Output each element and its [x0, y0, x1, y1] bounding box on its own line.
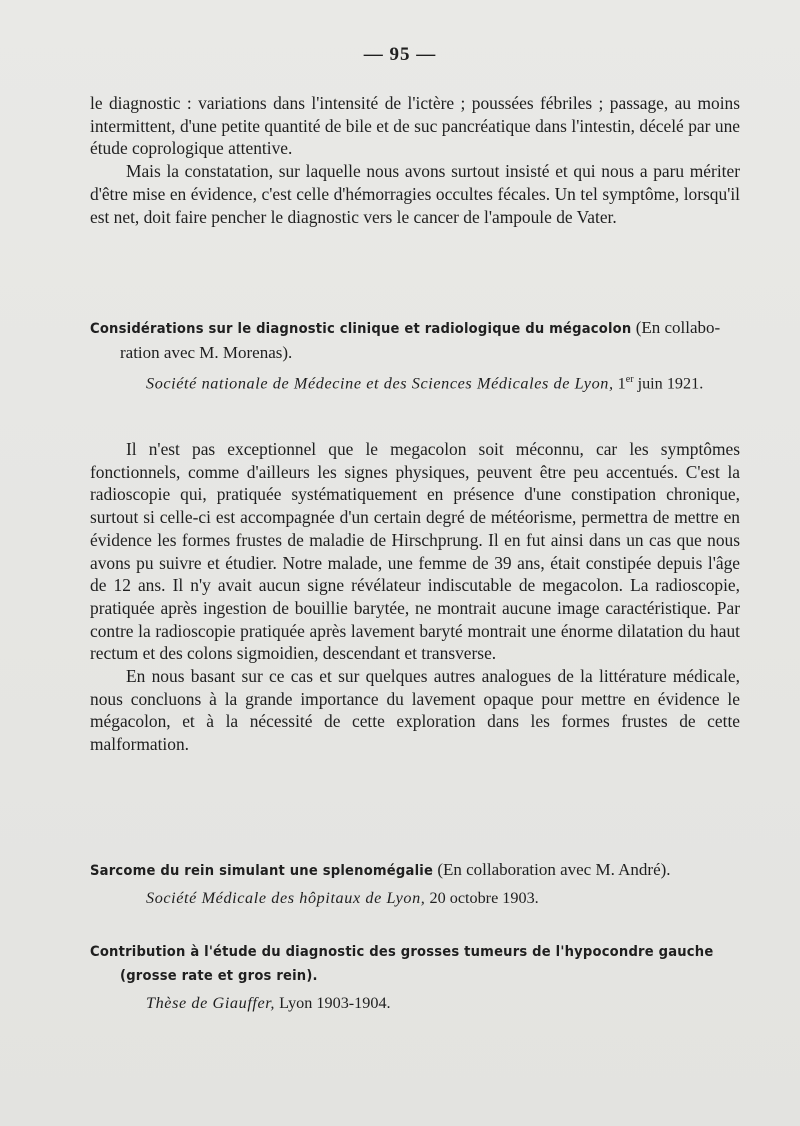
paragraph: le diagnostic : variations dans l'intensité de l'ictère ; poussées fébriles ; passage, au moins intermittent, d'une petite quantité de bile et de suc pancréatique dans l'intestin, décelé par une étude coprologique attentive. — [90, 93, 740, 159]
entry-title: Contribution à l'étude du diagnostic des grosses tumeurs de l'hypocondre gauche — [90, 943, 714, 960]
entry-collaboration-cont: ration avec M. Morenas). — [120, 343, 293, 362]
entry-title: Sarcome du rein simulant une splenomégalie — [90, 862, 434, 879]
entry-collaboration: (En collabo- — [635, 318, 721, 337]
entry-source — [90, 369, 740, 394]
entry-collaboration: (En collaboration avec M. André). — [437, 860, 671, 879]
source-day: 1 — [617, 374, 626, 393]
abstract-section — [90, 438, 740, 756]
entry-title-cont: (grosse rate et gros rein). — [120, 967, 318, 984]
source-date: 20 octobre 1903. — [429, 889, 539, 907]
source-date: juin 1921. — [637, 374, 704, 393]
bibliography-entry-contribution — [90, 940, 740, 1014]
page-number: — 95 — — [363, 44, 437, 65]
source-thesis: Thèse de Giauffer, — [146, 994, 276, 1012]
entry-source — [90, 992, 740, 1014]
source-date: Lyon 1903-1904. — [279, 994, 391, 1012]
entry-title: Considérations sur le diagnostic clinique et radiologique du mégacolon — [90, 320, 632, 337]
paragraph: En nous basant sur ce cas et sur quelques autres analogues de la littérature médicale, nous concluons à la grande importance du lavement opaque pour mettre en évidence le mégacolon, et à la nécessité de cette exploration dans les formes frustes de cette malformation. — [90, 666, 740, 755]
bibliography-entry-sarcome — [90, 858, 740, 909]
intro-section — [90, 92, 740, 228]
source-journal: Société Médicale des hôpitaux de Lyon, — [146, 889, 426, 907]
paragraph: Il n'est pas exceptionnel que le megacolon soit méconnu, car les symptômes fonctionnels, comme d'ailleurs les signes physiques, peuvent être peu accentués. C'est la radioscopie qui, pratiquée systématiquement en présence d'une constipation chronique, surtout si celle-ci est accompagnée d'un certain degré de météorisme, permettra de mettre en évidence les formes frustes de maladie de Hirschprung. Il en fut ainsi dans un cas que nous avons pu suivre et étudier. Notre malade, une femme de 39 ans, était constipée depuis l'âge de 12 ans. Il n'y avait aucun signe révélateur indiscutable de megacolon. La radioscopie, pratiquée après ingestion de bouillie barytée, ne montrait aucune image caractéristique. Par contre la radioscopie pratiquée après lavement baryté montrait une énorme dilatation du haut rectum et des colons sigmoidien, descendant et transverse. — [90, 439, 740, 664]
source-journal: Société nationale de Médecine et des Sciences Médicales de Lyon, — [146, 374, 614, 393]
bibliography-entry-megacolon — [90, 316, 740, 394]
source-sup: er — [625, 374, 634, 385]
entry-source — [90, 887, 740, 909]
paragraph: Mais la constatation, sur laquelle nous avons surtout insisté et qui nous a paru mériter d'être mise en évidence, c'est celle d'hémorragies occultes fécales. Un tel symptôme, lorsqu'il est net, doit faire pencher le diagnostic vers le cancer de l'ampoule de Vater. — [90, 161, 740, 227]
